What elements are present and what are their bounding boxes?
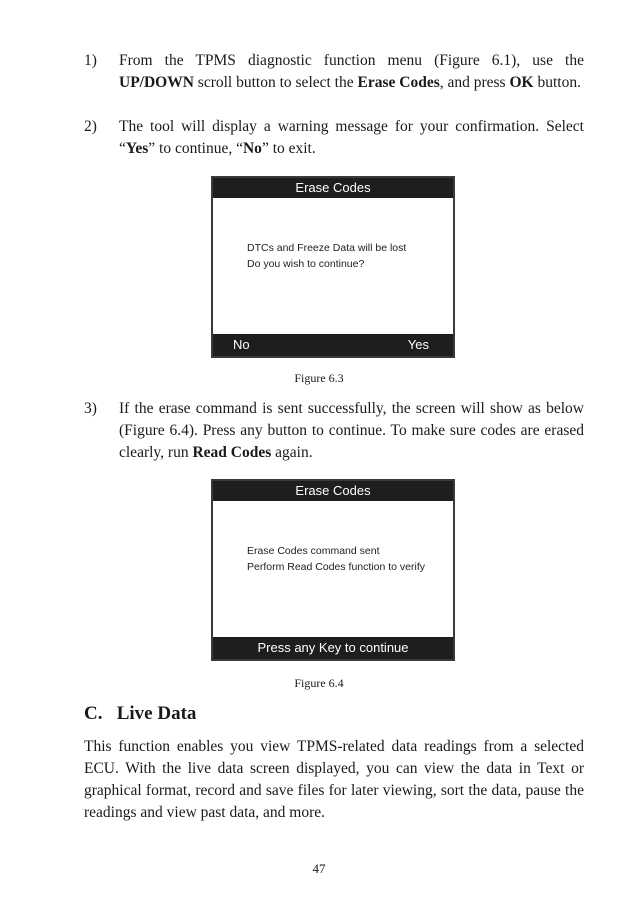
text-run: ” to continue, “ [148,140,243,157]
screen-message [247,240,449,272]
step-text [119,398,584,464]
continue-prompt[interactable]: Press any Key to continue [213,637,453,659]
message-line: Do you wish to continue? [247,258,365,270]
bold-term: Read Codes [192,444,272,461]
bold-term: OK [509,74,534,91]
bold-term: Yes [125,140,149,157]
yes-button[interactable]: Yes [407,337,429,352]
screen-footer [213,334,453,356]
text-run: , and press [439,74,510,91]
message-line: Erase Codes command sent [247,545,380,557]
step-number: 3) [84,400,97,417]
text-run: ” to exit. [261,140,316,157]
section-heading: C. Live Data [84,703,197,724]
step-text [119,116,584,160]
bold-term: Erase Codes [357,74,440,91]
screen-message [247,543,449,575]
message-line: DTCs and Freeze Data will be lost [247,242,407,254]
device-screen-erase-confirm [211,176,455,358]
no-button[interactable]: No [233,337,250,352]
page-number: 47 [312,861,326,876]
bold-term: No [242,140,262,157]
body-paragraph: This function enables you view TPMS-related data readings from a selected ECU. With the live data screen displayed, you can view the data in Text or graphical format, record and save files for later viewing, sort the data, pause the readings and view past data, and more. [84,738,584,821]
figure-caption: Figure 6.3 [294,371,344,385]
bold-term: UP/DOWN [119,74,194,91]
screen-title: Erase Codes [213,481,453,501]
step-number: 2) [84,118,97,135]
device-screen-erase-result [211,479,455,661]
step-number: 1) [84,52,97,69]
screen-title: Erase Codes [213,178,453,198]
step-text [119,50,584,94]
figure-caption: Figure 6.4 [294,676,344,690]
text-run: From the TPMS diagnostic function menu (Figure 6.1), use the [119,52,584,69]
message-line: Perform Read Codes function to verify [247,561,425,573]
text-run: scroll button to select the [193,74,358,91]
text-run: button. [533,74,581,91]
text-run: The tool will display a warning message for your confirmation. Select “ [119,118,584,157]
text-run: again. [271,444,313,461]
text-run: If the erase command is sent successfully, the screen will show as below (Figure 6.4). Press any button to continue. To make sure codes are erased clearly, run [119,400,584,461]
